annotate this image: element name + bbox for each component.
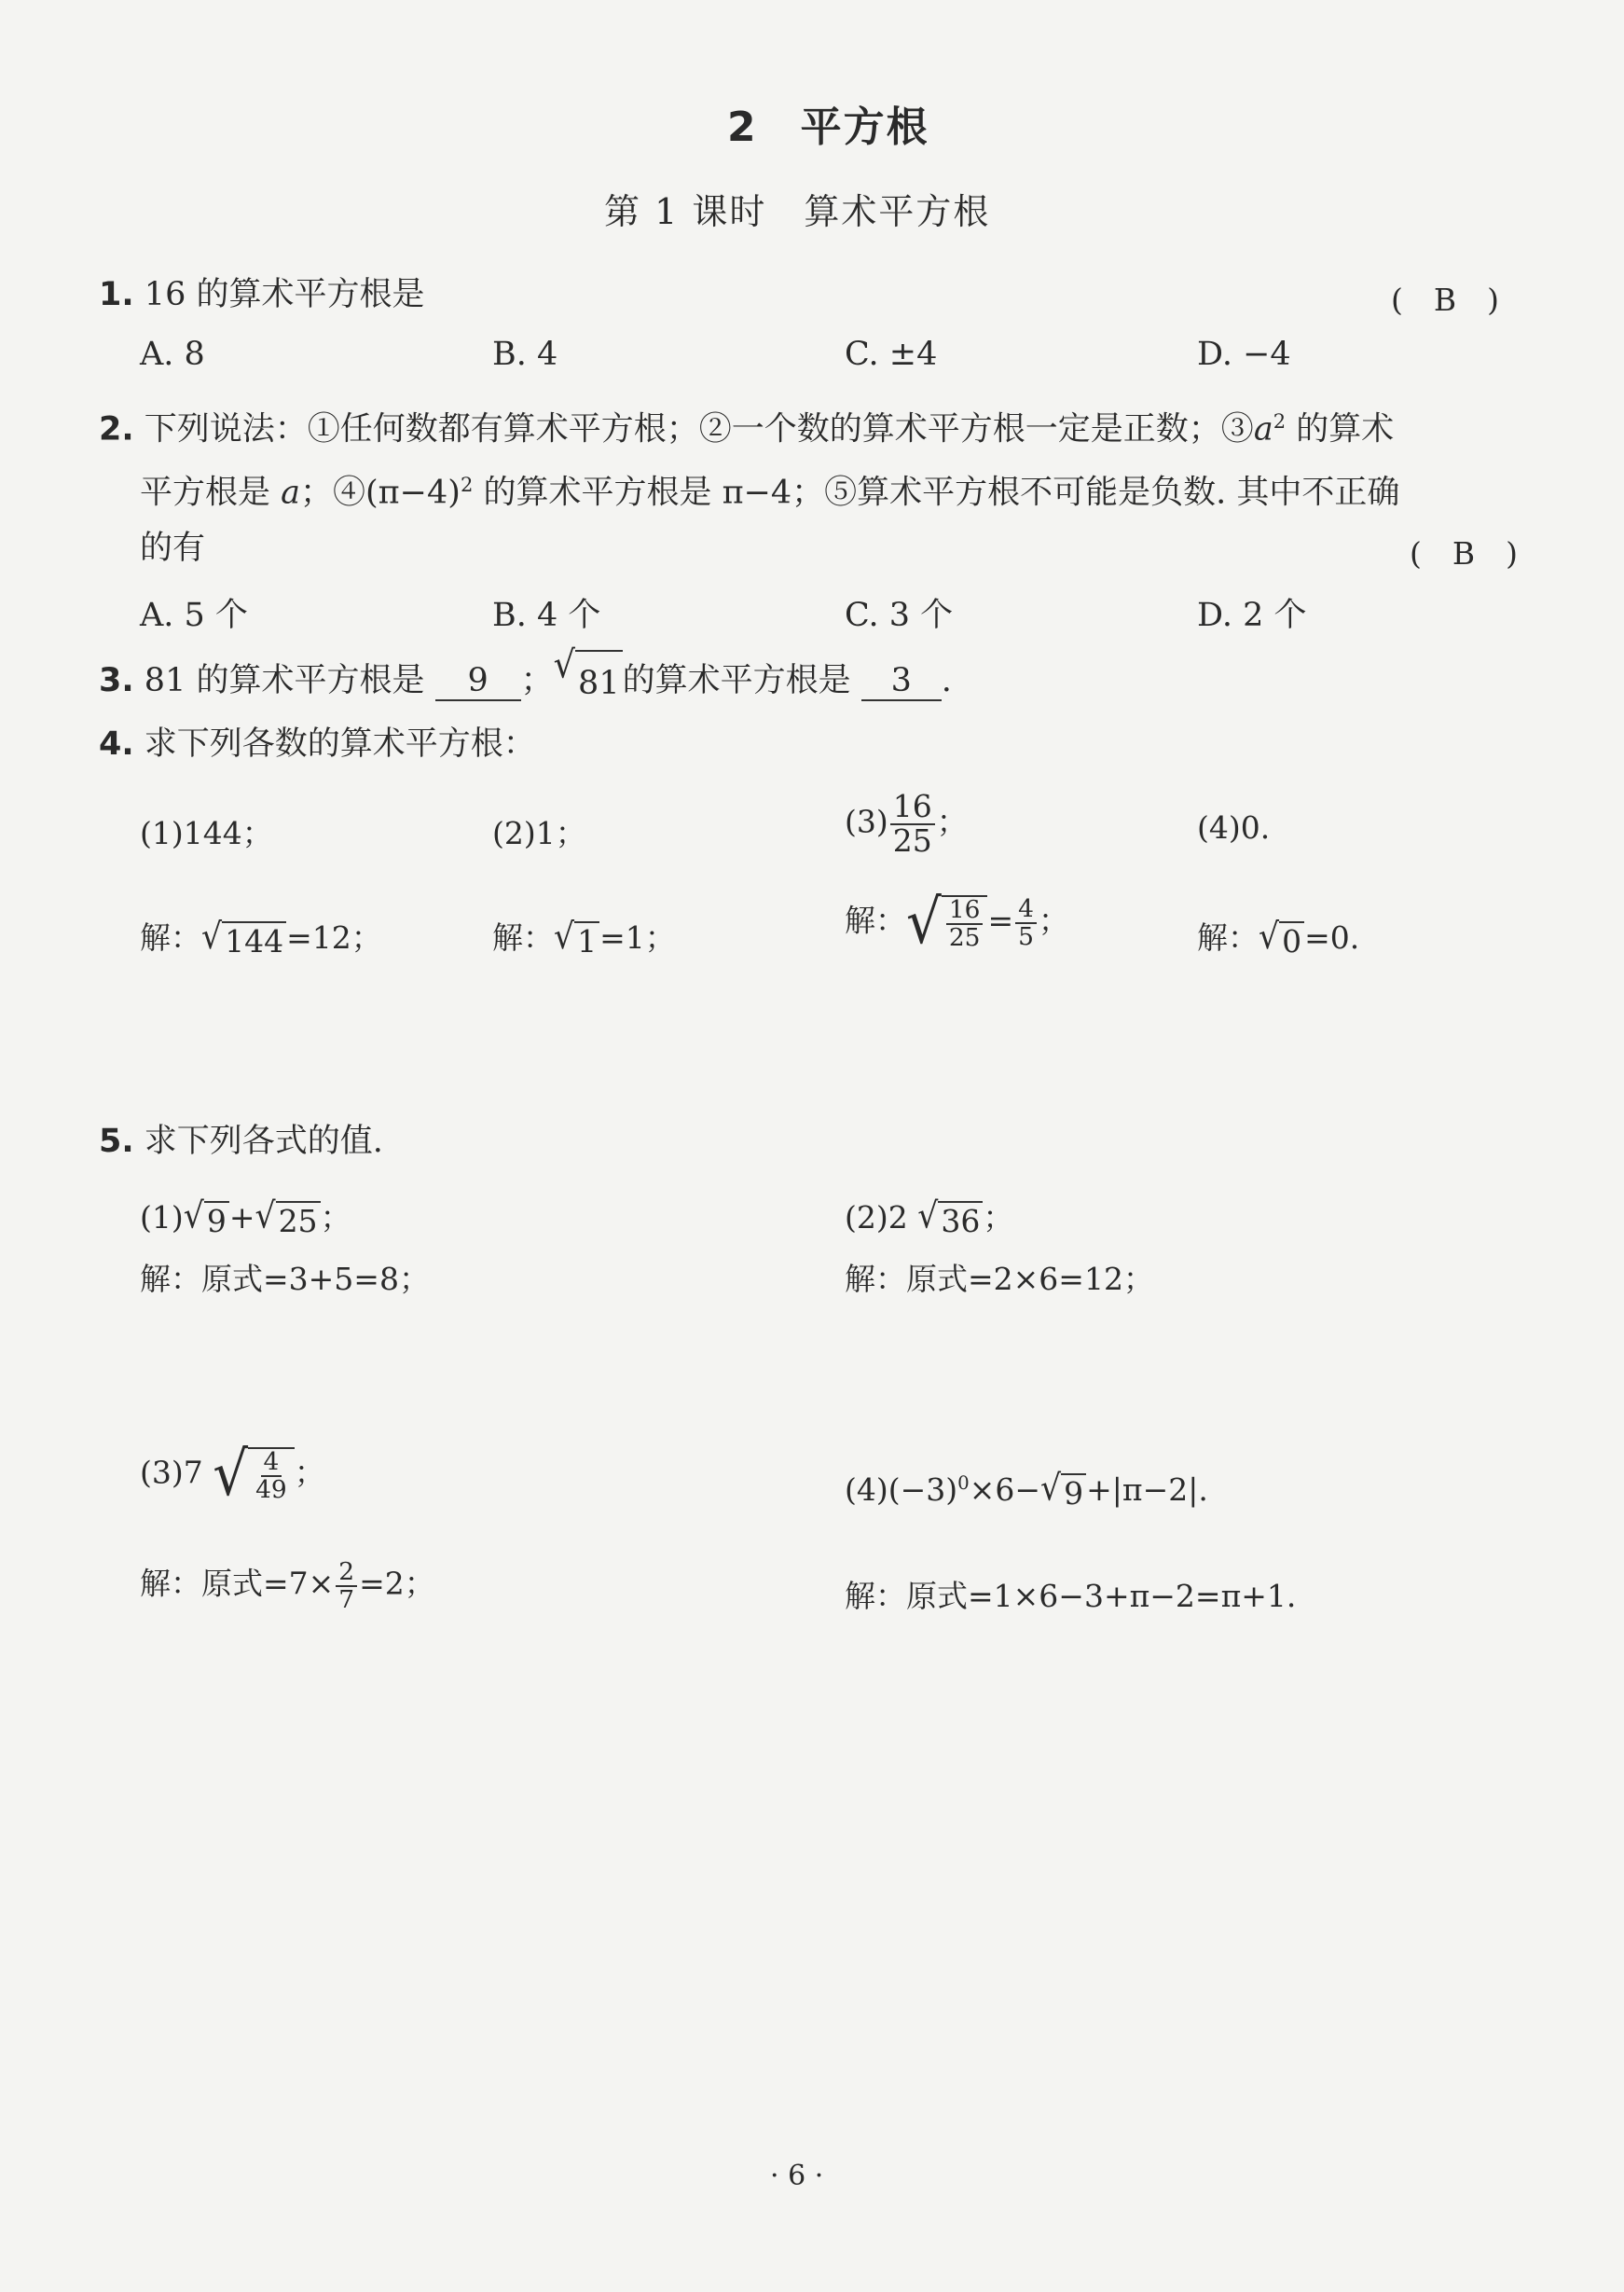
q5-solution-4: 解：原式=1×6−3+π−2=π+1. <box>845 1578 1297 1614</box>
answer-bracket: ( B ) <box>1391 282 1500 318</box>
solution-text: 解：原式=7× <box>140 1565 335 1602</box>
square-root: √ 81 <box>554 650 623 715</box>
numerator: 16 <box>890 791 935 825</box>
question-text-line: 的算术平方根是 π−4；⑤算术平方根不可能是负数. 其中不正确 <box>473 474 1400 512</box>
q4-item-2: (2)1； <box>492 815 586 851</box>
question-number: 4. <box>99 725 134 763</box>
square-root: √ 9 <box>184 1201 229 1239</box>
fraction <box>1015 896 1037 949</box>
radicand: 81 <box>575 650 623 715</box>
fraction <box>890 788 935 859</box>
question-text-line: ；④(π−4) <box>300 474 461 512</box>
q5-item-1 <box>140 1194 351 1239</box>
radicand: 36 <box>938 1201 983 1239</box>
exponent: 2 <box>460 474 474 496</box>
punctuation: ； <box>983 1199 1014 1236</box>
numerator: 2 <box>336 1559 357 1587</box>
fraction <box>253 1449 290 1502</box>
solution-label: 解： <box>140 919 201 956</box>
q5-solution-2: 解：原式=2×6=12； <box>845 1261 1154 1297</box>
numerator: 4 <box>1015 896 1037 924</box>
question-text: 16 的算术平方根是 <box>144 276 425 313</box>
question-text-line: 平方根是 <box>140 474 282 512</box>
q4-solution-2 <box>492 914 676 960</box>
solution-text: =0. <box>1304 919 1360 956</box>
question-2-line-3: 的有 <box>140 530 206 567</box>
punctuation: ； <box>936 803 968 840</box>
exponent: 2 <box>1273 410 1287 433</box>
option-a: A. 5 个 <box>140 597 248 634</box>
q4-solution-4 <box>1197 914 1359 960</box>
expression-text: (4)(−3) <box>845 1471 958 1508</box>
option-a: A. 8 <box>140 336 205 373</box>
question-4 <box>99 712 536 776</box>
fraction <box>336 1559 357 1612</box>
plus-sign: + <box>228 1199 255 1236</box>
question-text-line: 下列说法：①任何数都有算术平方根；②一个数的算术平方根一定是正数；③ <box>144 410 1254 449</box>
q4-item-1: (1)144； <box>140 815 273 851</box>
radicand: 25 <box>276 1201 321 1239</box>
denominator: 25 <box>892 822 932 859</box>
denominator: 25 <box>948 922 981 952</box>
punctuation: ； <box>320 1199 351 1236</box>
equals-sign: = <box>987 902 1014 939</box>
radicand: 9 <box>1061 1473 1086 1512</box>
denominator: 7 <box>338 1584 355 1614</box>
question-2-line-2 <box>140 453 1399 525</box>
question-text: 的算术平方根是 <box>622 662 851 699</box>
item-label: (3) <box>845 803 888 840</box>
expression-text: ×6− <box>969 1471 1041 1508</box>
q5-solution-3 <box>140 1559 435 1612</box>
numerator: 4 <box>261 1449 282 1477</box>
solution-label: 解： <box>845 902 906 939</box>
expression-text: +|π−2|. <box>1086 1471 1208 1508</box>
option-b: B. 4 <box>492 336 558 373</box>
question-text: 求下列各数的算术平方根： <box>144 725 536 763</box>
answer-choice: B <box>1433 282 1457 318</box>
question-text: . <box>941 662 952 699</box>
solution-label: 解： <box>492 919 554 956</box>
page-number: · 6 · <box>770 2160 824 2192</box>
question-3 <box>99 642 952 715</box>
exponent: 0 <box>957 1472 970 1494</box>
radicand: 0 <box>1279 921 1304 960</box>
fraction <box>946 897 984 950</box>
answer-choice: B <box>1452 535 1476 572</box>
item-label: (1) <box>140 1199 184 1236</box>
question-2 <box>99 390 1394 462</box>
q5-solution-1: 解：原式=3+5=8； <box>140 1261 430 1297</box>
radicand: 1 <box>574 921 599 960</box>
square-root: √ 144 <box>201 921 286 960</box>
numerator: 16 <box>946 897 984 925</box>
square-root: √ $\frac{16}{25}$ <box>906 895 987 950</box>
q5-item-3 <box>140 1439 325 1511</box>
radicand: 144 <box>222 921 286 960</box>
option-c: C. 3 个 <box>845 597 954 634</box>
answer-bracket: ( B ) <box>1410 535 1519 572</box>
question-number: 2. <box>99 410 134 449</box>
square-root: √ 0 <box>1259 921 1304 960</box>
section-title: 2 平方根 <box>727 104 929 151</box>
question-1 <box>99 263 424 326</box>
question-text-line: 的算术 <box>1286 410 1395 449</box>
variable: a <box>281 474 301 512</box>
item-label: (3)7 <box>140 1454 203 1491</box>
solution-label: 解： <box>1197 919 1259 956</box>
item-label: (2)2 <box>845 1199 908 1236</box>
solution-text: =2； <box>359 1565 435 1602</box>
fill-blank-1: 9 <box>435 663 521 701</box>
question-text: ； <box>520 662 554 699</box>
solution-text: =12； <box>286 919 382 956</box>
q5-item-4 <box>845 1468 1208 1512</box>
denominator: 5 <box>1018 921 1034 951</box>
question-text: 81 的算术平方根是 <box>144 662 425 699</box>
q4-item-4: (4)0. <box>1197 809 1271 846</box>
square-root: √ 25 <box>255 1201 320 1239</box>
option-b: B. 4 个 <box>492 597 601 634</box>
square-root: √ 36 <box>917 1201 983 1239</box>
option-d: D. 2 个 <box>1197 597 1307 634</box>
question-5 <box>99 1110 383 1173</box>
punctuation: ； <box>1038 902 1069 939</box>
question-number: 3. <box>99 662 134 699</box>
question-number: 1. <box>99 276 134 313</box>
question-text: 求下列各式的值. <box>144 1123 383 1160</box>
square-root: √ 1 <box>554 921 599 960</box>
punctuation: ； <box>294 1454 325 1491</box>
question-number: 5. <box>99 1123 134 1160</box>
option-d: D. −4 <box>1197 336 1291 373</box>
q5-item-2 <box>845 1194 1013 1239</box>
denominator: 49 <box>255 1474 287 1504</box>
q4-solution-3 <box>845 887 1069 959</box>
square-root: √ $\frac{4}{49}$ <box>213 1447 294 1502</box>
q4-item-3 <box>845 788 968 859</box>
variable: a <box>1253 410 1273 449</box>
square-root: √ 9 <box>1040 1473 1086 1512</box>
solution-text: =1； <box>599 919 676 956</box>
option-c: C. ±4 <box>845 336 938 373</box>
lesson-subtitle: 第 1 课时 算术平方根 <box>604 191 991 232</box>
radicand: 9 <box>204 1201 229 1239</box>
fill-blank-2: 3 <box>861 663 942 701</box>
q4-solution-1 <box>140 914 382 960</box>
